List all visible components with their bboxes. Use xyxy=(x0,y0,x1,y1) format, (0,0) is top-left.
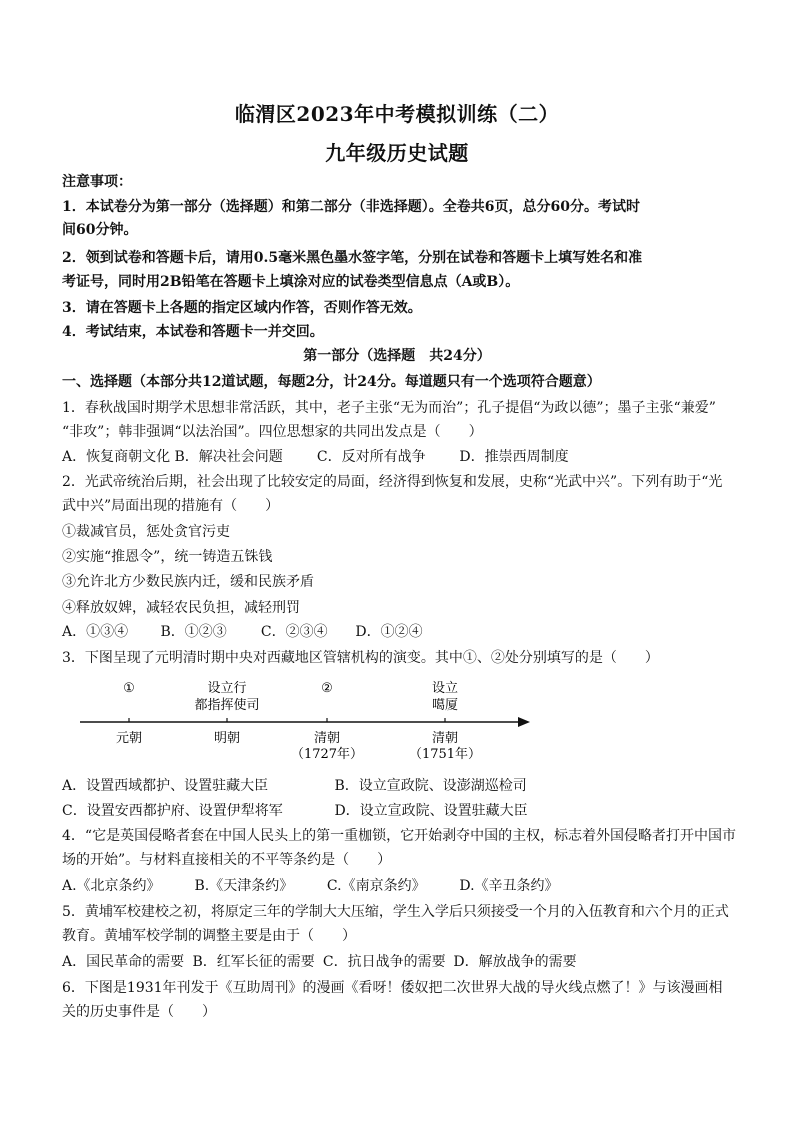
q4-option-c[interactable]: C.《南京条约》 xyxy=(326,878,426,894)
q4-option-d[interactable]: D.《辛丑条约》 xyxy=(459,878,559,894)
section-heading: 一、选择题（本部分共12道试题，每题2分，计24分。每道题只有一个选项符合题意） xyxy=(62,374,601,390)
q5-option-d[interactable]: D．解放战争的需要 xyxy=(453,954,577,970)
notice-item: 3．请在答题卡上各题的指定区域内作答，否则作答无效。 xyxy=(62,300,422,316)
timeline-label-bottom2: （1727年） xyxy=(290,747,364,762)
timeline-label-bottom: 明朝 xyxy=(213,731,241,746)
timeline-arrow-icon xyxy=(518,717,530,727)
exam-subtitle: 九年级历史试题 xyxy=(325,141,469,165)
exam-title: 临渭区2023年中考模拟训练（二） xyxy=(234,102,560,126)
q2-item: ④释放奴婢，减轻农民负担，减轻刑罚 xyxy=(62,600,300,616)
q2-option-d[interactable]: D．①②④ xyxy=(355,624,423,640)
q2-stem: 武中兴”局面出现的措施有（ ） xyxy=(62,498,280,514)
timeline-label-bottom2: （1751年） xyxy=(408,747,482,762)
q2-option-b[interactable]: B．①②③ xyxy=(160,624,227,640)
notice-item: 1．本试卷分为第一部分（选择题）和第二部分（非选择题）。全卷共6页，总分60分。考试时 xyxy=(62,199,640,215)
q1-options xyxy=(62,447,754,467)
q4-stem: 场的开始”。与材料直接相关的不平等条约是（ ） xyxy=(62,852,392,868)
q3-option-b[interactable]: B．设立宣政院、设澎湖巡检司 xyxy=(334,778,527,794)
q2-options xyxy=(62,622,754,642)
q4-option-b[interactable]: B.《天津条约》 xyxy=(194,878,294,894)
q3-options-row2 xyxy=(62,801,754,821)
notice-item: 4．考试结束，本试卷和答题卡一并交回。 xyxy=(62,324,324,340)
timeline-label-top: 设立 xyxy=(431,681,459,696)
q5-option-c[interactable]: C．抗日战争的需要 xyxy=(322,954,446,970)
timeline-label-top2: 噶厦 xyxy=(431,698,459,713)
q2-stem: 2．光武帝统治后期，社会出现了比较安定的局面，经济得到恢复和发展，史称“光武中兴”。下列有助于“光 xyxy=(62,474,723,490)
q4-option-a[interactable]: A.《北京条约》 xyxy=(62,878,161,894)
q5-stem: 教育。黄埔军校学制的调整主要是由于（ ） xyxy=(62,928,356,944)
q3-options-row1 xyxy=(62,776,754,796)
q2-item: ③允许北方少数民族内迁，缓和民族矛盾 xyxy=(62,574,314,590)
q3-timeline xyxy=(62,678,542,768)
timeline-point xyxy=(194,681,259,746)
notice-heading: 注意事项： xyxy=(62,174,132,190)
q2-option-a[interactable]: A．①③④ xyxy=(62,624,129,640)
q5-option-a[interactable]: A．国民革命的需要 xyxy=(62,954,185,970)
q1-option-c[interactable]: C．反对所有战争 xyxy=(316,449,426,465)
q2-item: ②实施“推恩令”，统一铸造五铢钱 xyxy=(62,549,273,565)
timeline-label-bottom: 元朝 xyxy=(115,731,143,746)
q3-option-c[interactable]: C．设置安西都护府、设置伊犁将军 xyxy=(62,803,283,819)
q5-option-b[interactable]: B．红军长征的需要 xyxy=(192,954,315,970)
q6-stem: 6．下图是1931年刊发于《互助周刊》的漫画《看呀！倭奴把二次世界大战的导火线点燃了！》与该漫画相 xyxy=(62,980,723,996)
q1-option-a[interactable]: A．恢复商朝文化 xyxy=(62,449,171,465)
q1-stem: “非攻”；韩非强调“以法治国”。四位思想家的共同出发点是（ ） xyxy=(62,424,483,440)
q6-stem: 关的历史事件是（ ） xyxy=(62,1004,216,1020)
q4-stem: 4．“它是英国侵略者套在中国人民头上的第一重枷锁，它开始剥夺中国的主权，标志着外国侵略者打开中国市 xyxy=(62,828,737,844)
q3-stem: 3．下图呈现了元明清时期中央对西藏地区管辖机构的演变。其中①、②处分别填写的是（ ） xyxy=(62,650,659,666)
notice-item: 间60分钟。 xyxy=(62,222,138,238)
timeline-label-bottom: 清朝 xyxy=(313,731,341,746)
timeline-label-bottom: 清朝 xyxy=(431,731,459,746)
timeline-point xyxy=(116,681,142,746)
timeline-label-top: 设立行 xyxy=(207,681,247,696)
part1-heading: 第一部分（选择题 共24分） xyxy=(303,348,491,364)
q2-item: ①裁减官员，惩处贪官污吏 xyxy=(62,524,230,540)
q2-option-c[interactable]: C．②③④ xyxy=(260,624,328,640)
notice-item: 考证号，同时用2B铅笔在答题卡上填涂对应的试卷类型信息点（A或B）。 xyxy=(62,274,520,290)
q5-options xyxy=(62,952,754,972)
notice-item: 2．领到试卷和答题卡后，请用0.5毫米黑色墨水签字笔，分别在试卷和答题卡上填写姓名和准 xyxy=(62,250,643,266)
q3-option-a[interactable]: A．设置西域都护、设置驻藏大臣 xyxy=(62,778,269,794)
q1-option-d[interactable]: D．推崇西周制度 xyxy=(459,449,569,465)
timeline-label-top2: 都指挥使司 xyxy=(194,698,260,713)
q4-options xyxy=(62,876,754,896)
q1-stem: 1．春秋战国时期学术思想非常活跃，其中，老子主张“无为而治”；孔子提倡“为政以德”；墨子主张“兼爱” xyxy=(62,400,716,416)
q3-option-d[interactable]: D．设立宣政院、设置驻藏大臣 xyxy=(334,803,528,819)
q5-stem: 5．黄埔军校建校之初，将原定三年的学制大大压缩，学生入学后只须接受一个月的入伍教育和六个月的正式 xyxy=(62,904,729,920)
q1-option-b[interactable]: B．解决社会问题 xyxy=(174,449,283,465)
timeline-label-top: ① xyxy=(123,681,135,696)
timeline-label-top: ② xyxy=(321,681,333,696)
